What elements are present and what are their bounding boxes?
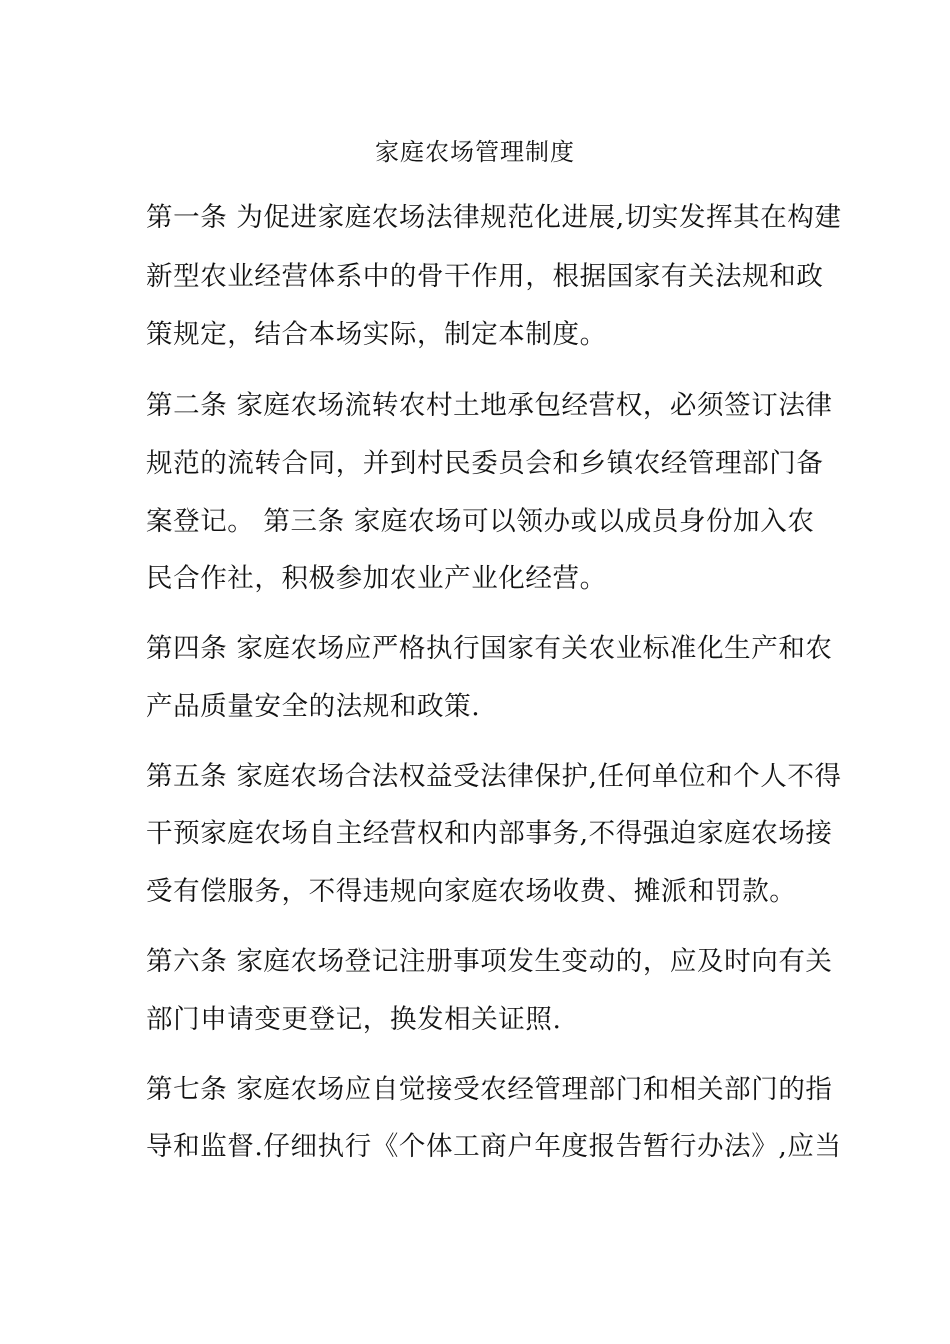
article-6-line-1: 第六条 家庭农场登记注册事项发生变动的，应及时向有关 [146, 946, 833, 977]
article-1-line-1: 第一条 为促进家庭农场法律规范化进展,切实发挥其在构建 [146, 202, 842, 233]
document-title: 家庭农场管理制度 [375, 138, 575, 166]
article-6-line-2: 部门申请变更登记，换发相关证照. [146, 1004, 562, 1035]
article-2-line-1: 第二条 家庭农场流转农村土地承包经营权，必须签订法律 [146, 390, 833, 421]
article-1-line-2: 新型农业经营体系中的骨干作用，根据国家有关法规和政 [146, 261, 824, 292]
article-5-line-3: 受有偿服务，不得违规向家庭农场收费、摊派和罚款。 [146, 876, 797, 907]
article-2-3-line: 案登记。 第三条 家庭农场可以领办或以成员身份加入农 [146, 506, 815, 537]
article-3-line-2: 民合作社，积极参加农业产业化经营。 [146, 563, 607, 594]
article-5-line-1: 第五条 家庭农场合法权益受法律保护,任何单位和个人不得 [146, 761, 842, 792]
article-5-line-2: 干预家庭农场自主经营权和内部事务,不得强迫家庭农场接 [146, 818, 833, 849]
article-4-line-1: 第四条 家庭农场应严格执行国家有关农业标准化生产和农 [146, 633, 833, 664]
article-1-line-3: 策规定，结合本场实际，制定本制度。 [146, 319, 607, 350]
article-4-line-2: 产品质量安全的法规和政策. [146, 691, 481, 722]
article-7-line-2: 导和监督.仔细执行《个体工商户年度报告暂行办法》,应当 [146, 1131, 842, 1162]
article-7-line-1: 第七条 家庭农场应自觉接受农经管理部门和相关部门的指 [146, 1074, 833, 1105]
article-2-line-2: 规范的流转合同，并到村民委员会和乡镇农经管理部门备 [146, 448, 824, 479]
